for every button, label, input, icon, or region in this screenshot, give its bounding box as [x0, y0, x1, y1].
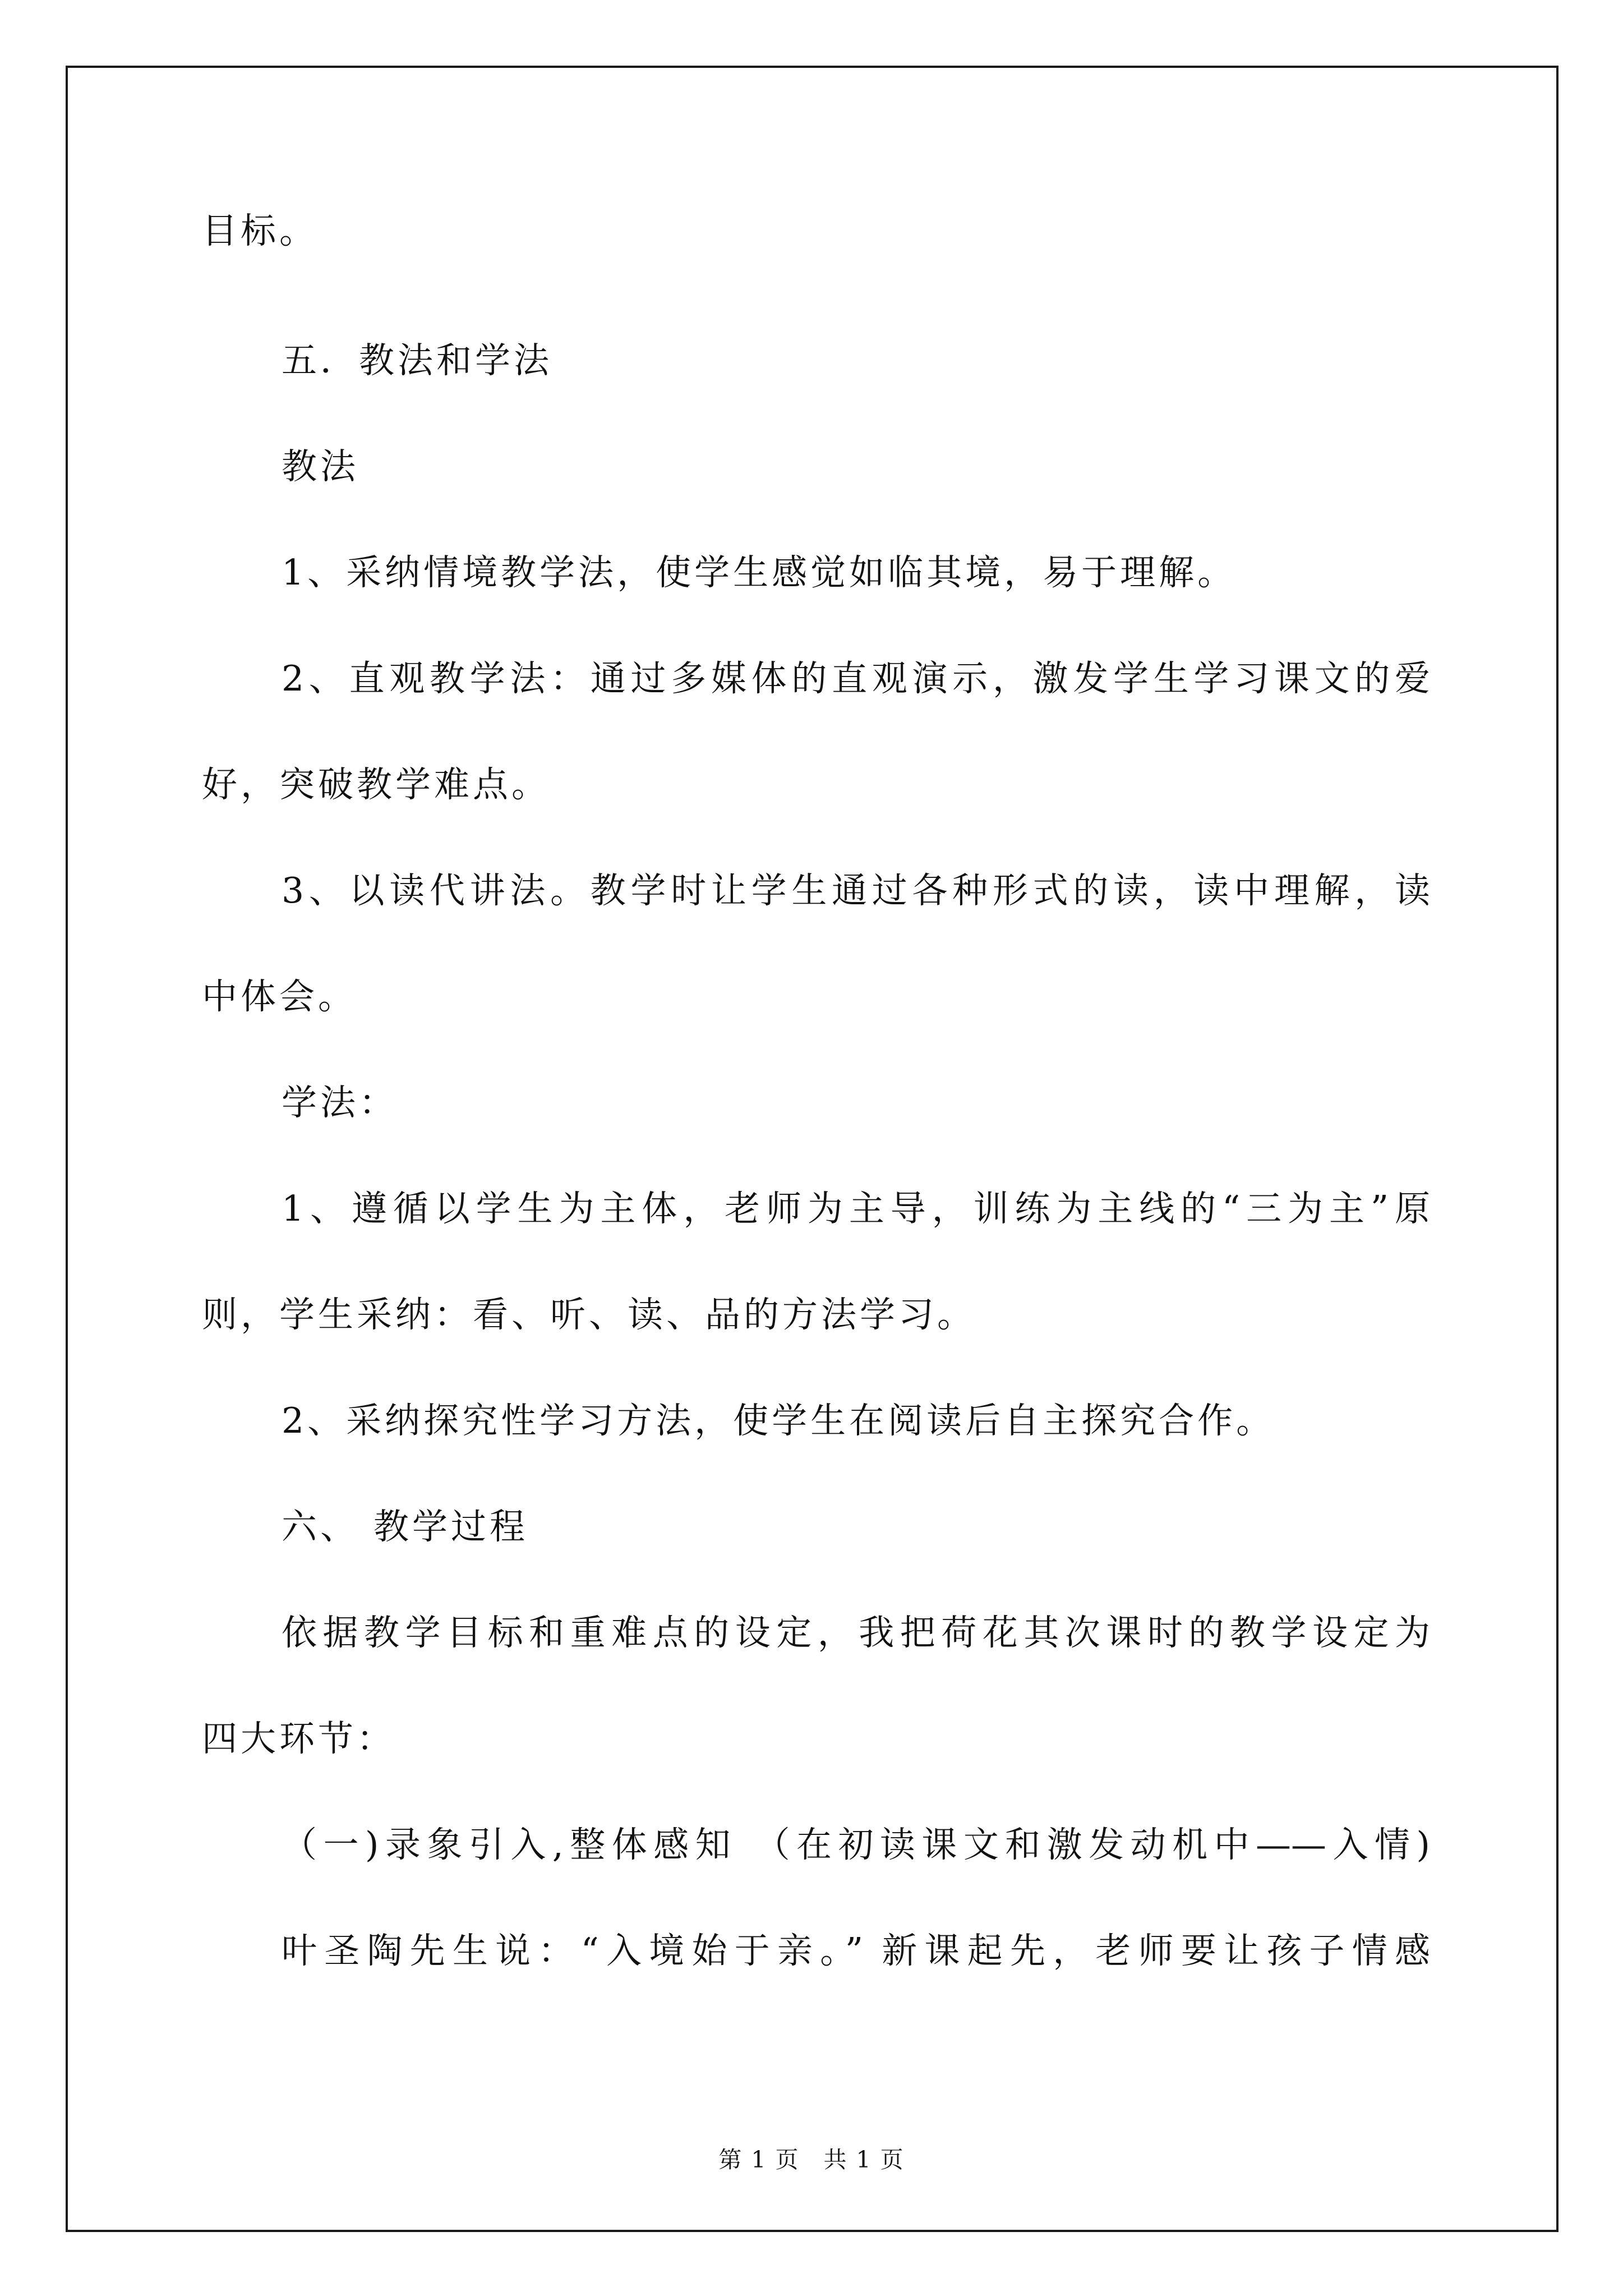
text-line: 依据教学目标和重难点的设定，我把荷花其次课时的教学设定为	[282, 1612, 1430, 1653]
text-line: 叶圣陶先生说：“入境始于亲。” 新课起先，老师要让孩子情感	[282, 1930, 1430, 1971]
text-line: 1、采纳情境教学法，使学生感觉如临其境，易于理解。	[282, 552, 1237, 593]
subsection-heading: 教法	[282, 446, 359, 487]
text-line: 则，学生采纳：看、听、读、品的方法学习。	[202, 1294, 976, 1335]
text-line: 好，突破教学难点。	[202, 764, 550, 805]
text-line: 2、直观教学法：通过多媒体的直观演示，激发学生学习课文的爱	[282, 658, 1430, 699]
page-number-footer: 第 1 页 共 1 页	[718, 2146, 905, 2173]
text-line: 2、采纳探究性学习方法，使学生在阅读后自主探究合作。	[282, 1400, 1275, 1441]
text-line: 1、遵循以学生为主体，老师为主导，训练为主线的“三为主”原	[282, 1188, 1430, 1229]
section-heading: 五．教法和学法	[282, 340, 552, 381]
text-line: 四大环节：	[202, 1718, 395, 1759]
section-heading: 六、 教学过程	[282, 1506, 529, 1547]
text-line: 3、以读代讲法。教学时让学生通过各种形式的读，读中理解，读	[282, 870, 1430, 911]
page-border	[66, 66, 1559, 2232]
text-line: 目标。	[202, 210, 318, 251]
subsection-heading: 学法：	[282, 1082, 398, 1123]
text-line: 中体会。	[202, 976, 357, 1017]
subsection-heading: （一)录象引入,整体感知 （在初读课文和激发动机中——入情)	[282, 1824, 1430, 1865]
